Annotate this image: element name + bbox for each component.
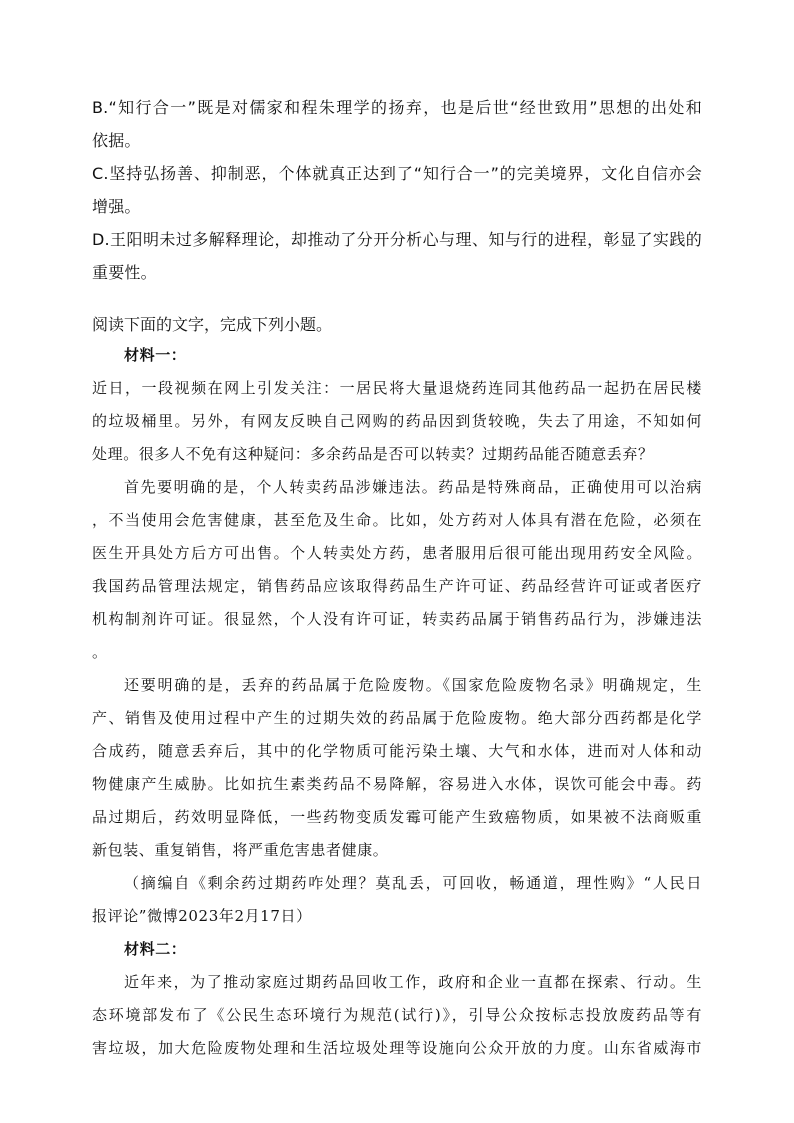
material-one-p3-line-1: 还要明确的是，丢弃的药品属于危险废物。《国家危险废物名录》明确规定，生 [124, 676, 702, 694]
material-one-p3-line-6: 新包装、重复销售，将严重危害患者健康。 [92, 841, 389, 859]
material-one-p2-line-6: 。 [92, 643, 108, 661]
material-one-p3-line-3: 合成药，随意丢弃后，其中的化学物质可能污染土壤、大气和水体，进而对人体和动 [92, 742, 702, 760]
option-b-line-1: B.“知行合一”既是对儒家和程朱理学的扬弃，也是后世“经世致用”思想的出处和 [92, 98, 702, 117]
option-b-line-2: 依据。 [92, 131, 141, 150]
option-d-line-2: 重要性。 [92, 263, 157, 282]
material-one-p2-line-5: 机构制剂许可证。很显然，个人没有许可证，转卖药品属于销售药品行为，涉嫌违法 [92, 610, 702, 628]
option-c-line-2: 增强。 [92, 197, 141, 216]
material-two-heading: 材料二： [124, 940, 187, 958]
option-c-line-1: C.坚持弘扬善、抑制恶，个体就真正达到了“知行合一”的完美境界，文化自信亦会 [92, 164, 702, 183]
material-two-p1-line-3: 害垃圾，加大危险废物处理和生活垃圾处理等设施向公众开放的力度。山东省威海市 [92, 1039, 702, 1057]
material-one-p2-line-2: ，不当使用会危害健康，甚至危及生命。比如，处方药对人体具有潜在危险，必须在 [92, 511, 702, 529]
material-one-p3-line-5: 品过期后，药效明显降低，一些药物变质发霉可能产生致癌物质，如果被不法商贩重 [92, 808, 702, 826]
material-one-p2-line-3: 医生开具处方后方可出售。个人转卖处方药，患者服用后很可能出现用药安全风险。 [92, 544, 702, 562]
material-one-p2-line-1: 首先要明确的是，个人转卖药品涉嫌违法。药品是特殊商品，正确使用可以治病 [124, 478, 702, 496]
material-one-p3-line-4: 物健康产生威胁。比如抗生素类药品不易降解，容易进入水体，误饮可能会中毒。药 [92, 775, 702, 793]
material-one-heading: 材料一： [124, 346, 187, 364]
material-one-p1-line-3: 处理。很多人不免有这种疑问：多余药品是否可以转卖？过期药品能否随意丢弃？ [92, 445, 654, 463]
material-one-p3-line-2: 产、销售及使用过程中产生的过期失效的药品属于危险废物。绝大部分西药都是化学 [92, 709, 702, 727]
material-one-source-line-2: 报评论”微博2023年2月17日） [92, 907, 312, 925]
material-one-p2-line-4: 我国药品管理法规定，销售药品应该取得药品生产许可证、药品经营许可证或者医疗 [92, 577, 702, 595]
material-two-p1-line-2: 态环境部发布了《公民生态环境行为规范(试行)》，引导公众按标志投放废药品等有 [92, 1006, 702, 1024]
option-c [92, 157, 702, 223]
reading-instruction: 阅读下面的文字，完成下列小题。 [92, 315, 333, 334]
material-one-p1-line-1: 近日，一段视频在网上引发关注：一居民将大量退烧药连同其他药品一起扔在居民楼 [92, 379, 702, 397]
material-two-p1-line-1: 近年来，为了推动家庭过期药品回收工作，政府和企业一直都在探索、行动。生 [124, 973, 702, 991]
material-one-p1-line-2: 的垃圾桶里。另外，有网友反映自己网购的药品因到货较晚，失去了用途，不知如何 [92, 412, 702, 430]
option-d [92, 223, 702, 289]
option-d-line-1: D.王阳明未过多解释理论，却推动了分开分析心与理、知与行的进程，彰显了实践的 [92, 230, 702, 249]
option-b [92, 91, 702, 157]
material-one [92, 339, 702, 1065]
material-one-source-line-1: （摘编自《剩余药过期药咋处理？莫乱丢，可回收，畅通道，理性购》“人民日 [124, 874, 702, 892]
